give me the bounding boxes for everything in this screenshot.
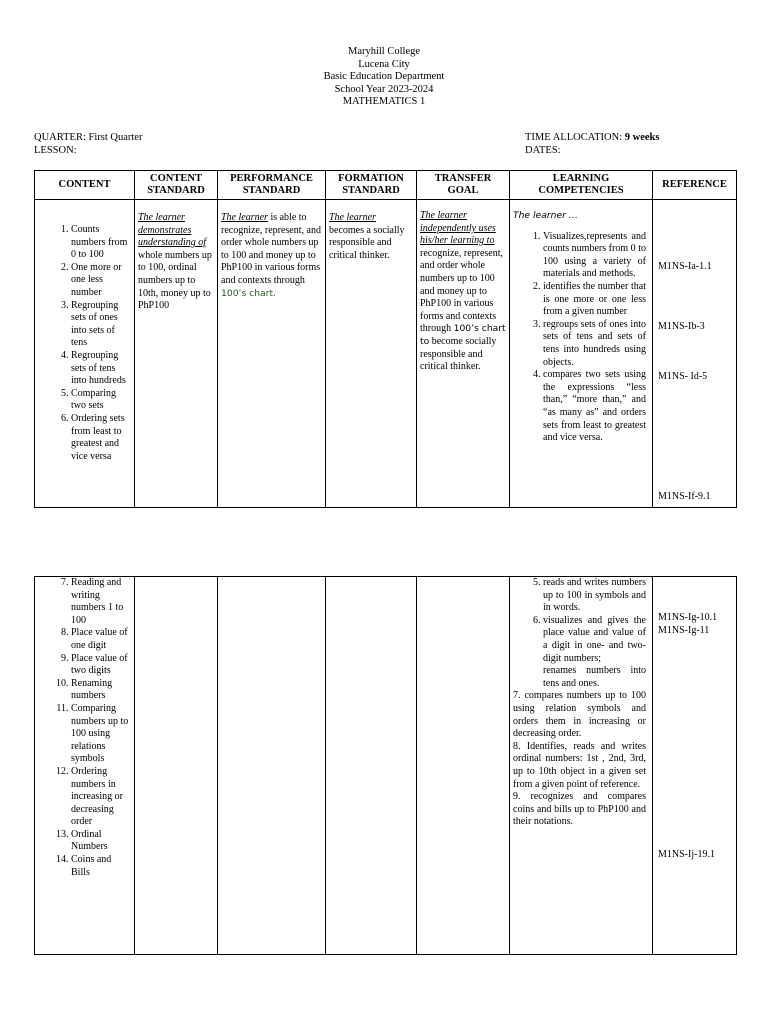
formation-standard-lead: The learner: [329, 212, 376, 223]
reference-code: M1NS-Ig-10.1: [658, 612, 718, 623]
transfer-goal-chart: 100’s chart to: [420, 323, 506, 347]
list-item: 2. identifies the number that is one more or one less from a given number: [543, 281, 652, 319]
reference-code: M1NS- Id-5: [658, 371, 708, 382]
quarter-value: First Quarter: [88, 132, 143, 143]
list-item: 14. Coins and Bills: [71, 854, 134, 879]
transfer-goal-cell: [417, 200, 510, 508]
performance-standard-chart: 100’s chart.: [221, 287, 276, 299]
school-city: Lucena City: [358, 58, 410, 70]
list-item: 12. Ordering numbers in increasing or decreasing order: [71, 766, 134, 829]
content-standard-cell: [135, 577, 218, 955]
competencies-intro: The learner …: [513, 210, 578, 221]
table-row: [35, 577, 737, 955]
list-item: 6. Ordering sets from least to greatest and vice versa: [71, 413, 134, 463]
content-cell: [35, 200, 135, 508]
reference-cell: [653, 577, 737, 955]
list-item: 13. Ordinal Numbers: [71, 829, 134, 854]
transfer-goal-end: become socially responsible and critical thinker.: [420, 335, 497, 373]
table-row: [35, 200, 737, 508]
department-name: Basic Education Department: [323, 71, 445, 83]
learning-competencies-cell: [510, 577, 653, 955]
reference-cell: [653, 200, 737, 508]
list-item: 1. Visualizes,represents and counts numbers from 0 to 100 using a variety of materials and methods.: [543, 231, 652, 281]
list-item: 4. compares two sets using the expressions “less than,” “more than,” and “as many as” and orders sets from least to greatest and vice versa.: [543, 369, 652, 445]
transfer-goal-cell: [417, 577, 510, 955]
dates-label: DATES:: [525, 144, 561, 156]
reference-code: M1NS-Ia-1.1: [658, 261, 712, 272]
header-learning-competencies: LEARNING COMPETENCIES: [510, 171, 653, 200]
reference-code: M1NS-If-9.1: [658, 491, 711, 502]
content-standard-cell: [135, 200, 218, 508]
list-item: 9. Place value of two digits: [71, 653, 134, 678]
learning-competencies-cell: [510, 200, 653, 508]
list-item: 4. Regrouping sets of tens into hundreds: [71, 350, 134, 388]
time-allocation-label: TIME ALLOCATION:: [525, 132, 623, 143]
list-item: 7. Reading and writing numbers 1 to 100: [71, 577, 134, 627]
content-standard-text: whole numbers up to 100, ordinal numbers up to 10th, money up to PhP100: [138, 249, 212, 312]
quarter-line: [34, 132, 142, 157]
transfer-goal-lead: The learner independently uses his/her learning to: [420, 210, 496, 247]
list-item: 3. Regrouping sets of ones into sets of tens: [71, 300, 134, 350]
performance-standard-cell: [218, 577, 326, 955]
reference-code: M1NS-Ij-19.1: [658, 849, 715, 860]
content-cell: [35, 577, 135, 955]
lesson-label: LESSON:: [34, 144, 77, 156]
list-item: 6. visualizes and gives the place value and value of a digit in one- and two-digit numbers;: [543, 615, 652, 665]
list-item: 8. Place value of one digit: [71, 627, 134, 652]
time-allocation-line: [525, 132, 659, 157]
formation-standard-cell: [326, 200, 417, 508]
competency-item: 9. recognizes and compares coins and bills up to PhP100 and their notations.: [513, 791, 646, 828]
list-item: 3. regroups sets of ones into sets of tens and sets of tens into hundreds using objects.: [543, 319, 652, 369]
header-formation-standard: FORMATION STANDARD: [326, 171, 417, 200]
school-year: School Year 2023-2024: [334, 83, 434, 95]
performance-standard-lead: The learner: [221, 212, 268, 223]
header-transfer-goal: TRANSFER GOAL: [417, 171, 510, 200]
curriculum-table-part-2: [34, 576, 737, 955]
list-item: 2. One more or one less number: [71, 262, 134, 300]
time-allocation-value: 9 weeks: [624, 132, 660, 143]
header-content-standard: CONTENT STANDARD: [135, 171, 218, 200]
performance-standard-cell: [218, 200, 326, 508]
reference-code: M1NS-Ig-11: [658, 625, 710, 636]
header-performance-standard: PERFORMANCE STANDARD: [218, 171, 326, 200]
reference-code: M1NS-Ib-3: [658, 321, 705, 332]
list-item: 10. Renaming numbers: [71, 678, 134, 703]
formation-standard-text: becomes a socially responsible and critical thinker.: [329, 224, 405, 261]
performance-standard-text: is able to recognize, represent, and order whole numbers up to 100 and money up to PhP100 in various forms and contexts through: [221, 212, 321, 286]
transfer-goal-text: recognize, represent, and order whole numbers up to 100 and money up to PhP100 in various forms and contexts through: [420, 247, 504, 335]
table-header-row: [35, 171, 737, 200]
school-name: Maryhill College: [347, 46, 421, 57]
competency-item: 7. compares numbers up to 100 using relation symbols and orders them in increasing or decreasing order.: [513, 690, 646, 740]
list-item: 1. Counts numbers from 0 to 100: [71, 224, 134, 262]
content-standard-lead: The learner demonstrates understanding of: [138, 212, 207, 249]
list-item: 11. Comparing numbers up to 100 using relations symbols: [71, 703, 134, 766]
list-item: 5. Comparing two sets: [71, 388, 134, 413]
curriculum-table-part-1: [34, 170, 737, 508]
quarter-label: QUARTER:: [34, 132, 86, 143]
document-header: [0, 46, 768, 109]
subject-title: MATHEMATICS 1: [342, 96, 426, 108]
competency-item: 8. Identifies, reads and writes ordinal numbers: 1st , 2nd, 3rd, up to 10th object in a given set from a given point of reference.: [513, 740, 646, 790]
header-reference: REFERENCE: [653, 171, 737, 200]
competency-renames: renames numbers into tens and ones.: [543, 665, 646, 689]
header-content: CONTENT: [35, 171, 135, 200]
formation-standard-cell: [326, 577, 417, 955]
list-item: 5. reads and writes numbers up to 100 in symbols and in words.: [543, 577, 652, 615]
